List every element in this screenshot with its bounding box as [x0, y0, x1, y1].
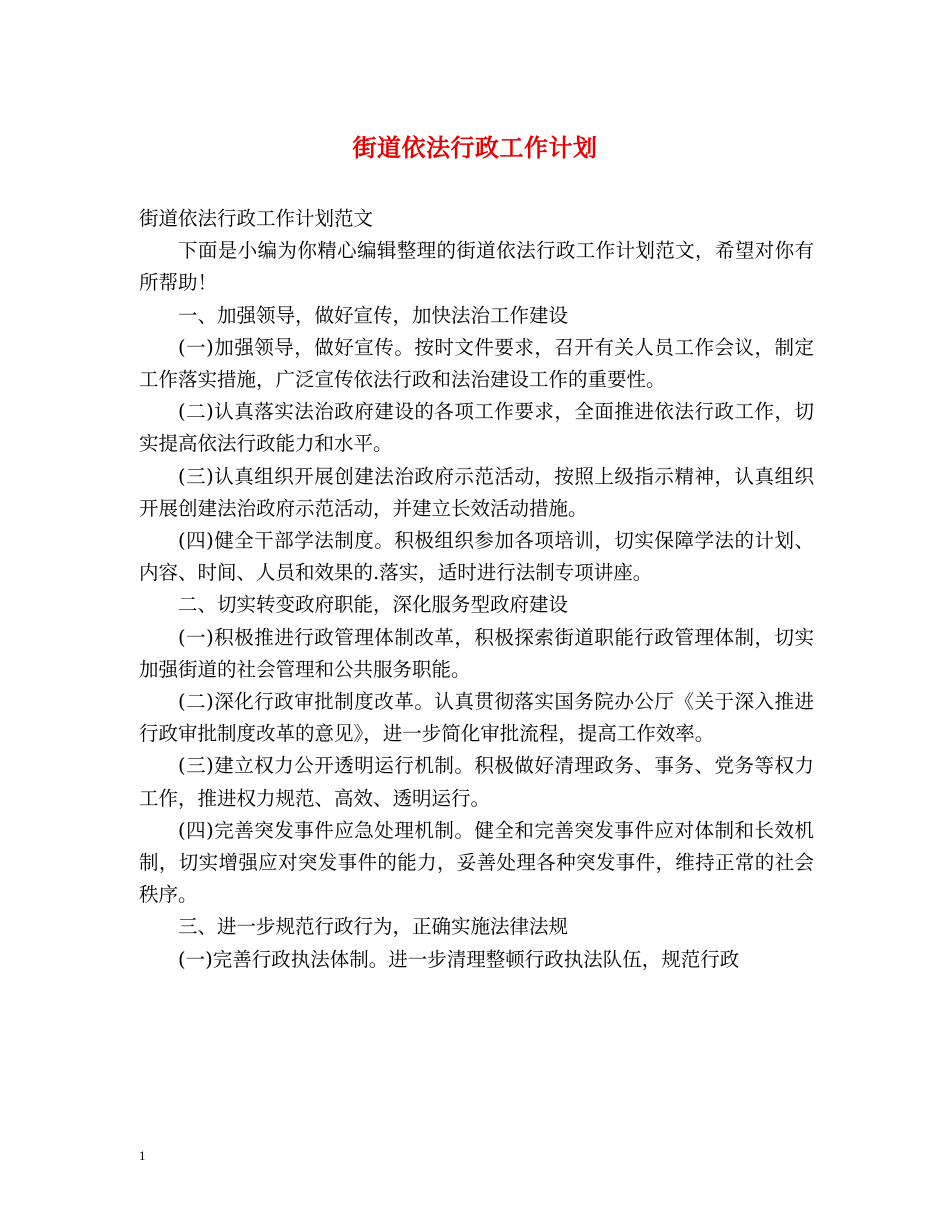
section-heading-3: 三、进一步规范行政行为，正确实施法律法规 [178, 915, 569, 939]
section-heading-1: 一、加强领导，做好宣传，加快法治工作建设 [178, 303, 569, 327]
paragraph-2-4: (四)完善突发事件应急处理机制。健全和完善突发事件应对体制和长效机制，切实增强应对突发事件的能力，妥善处理各种突发事件，维持正常的社会秩序。 [139, 818, 814, 907]
document-title: 街道依法行政工作计划 [352, 133, 598, 162]
document-subtitle: 街道依法行政工作计划范文 [139, 207, 374, 230]
paragraph-1-1: (一)加强领导，做好宣传。按时文件要求，召开有关人员工作会议，制定工作落实措施，广泛宣传依法行政和法治建设工作的重要性。 [139, 335, 814, 392]
document-body [139, 203, 814, 976]
page-number: 1 [139, 1148, 146, 1163]
paragraph-2-3: (三)建立权力公开透明运行机制。积极做好清理政务、事务、党务等权力工作，推进权力规范、高效、透明运行。 [139, 754, 814, 810]
paragraph-intro: 下面是小编为你精心编辑整理的街道依法行政工作计划范文，希望对你有所帮助！ [139, 239, 814, 295]
paragraph-1-4: (四)健全干部学法制度。积极组织参加各项培训，切实保障学法的计划、内容、时间、人员和效果的.落实，适时进行法制专项讲座。 [139, 529, 814, 585]
paragraph-1-3: (三)认真组织开展创建法治政府示范活动，按照上级指示精神，认真组织开展创建法治政府示范活动，并建立长效活动措施。 [139, 464, 814, 520]
paragraph-2-2: (二)深化行政审批制度改革。认真贯彻落实国务院办公厅《关于深入推进行政审批制度改革的意见》，进一步简化审批流程，提高工作效率。 [139, 690, 814, 746]
section-heading-2: 二、切实转变政府职能，深化服务型政府建设 [178, 593, 569, 617]
paragraph-3-1: (一)完善行政执法体制。进一步清理整顿行政执法队伍，规范行政 [178, 947, 740, 971]
paragraph-2-1: (一)积极推进行政管理体制改革，积极探索街道职能行政管理体制，切实加强街道的社会管理和公共服务职能。 [139, 625, 814, 681]
paragraph-1-2: (二)认真落实法治政府建设的各项工作要求，全面推进依法行政工作，切实提高依法行政能力和水平。 [139, 400, 814, 456]
